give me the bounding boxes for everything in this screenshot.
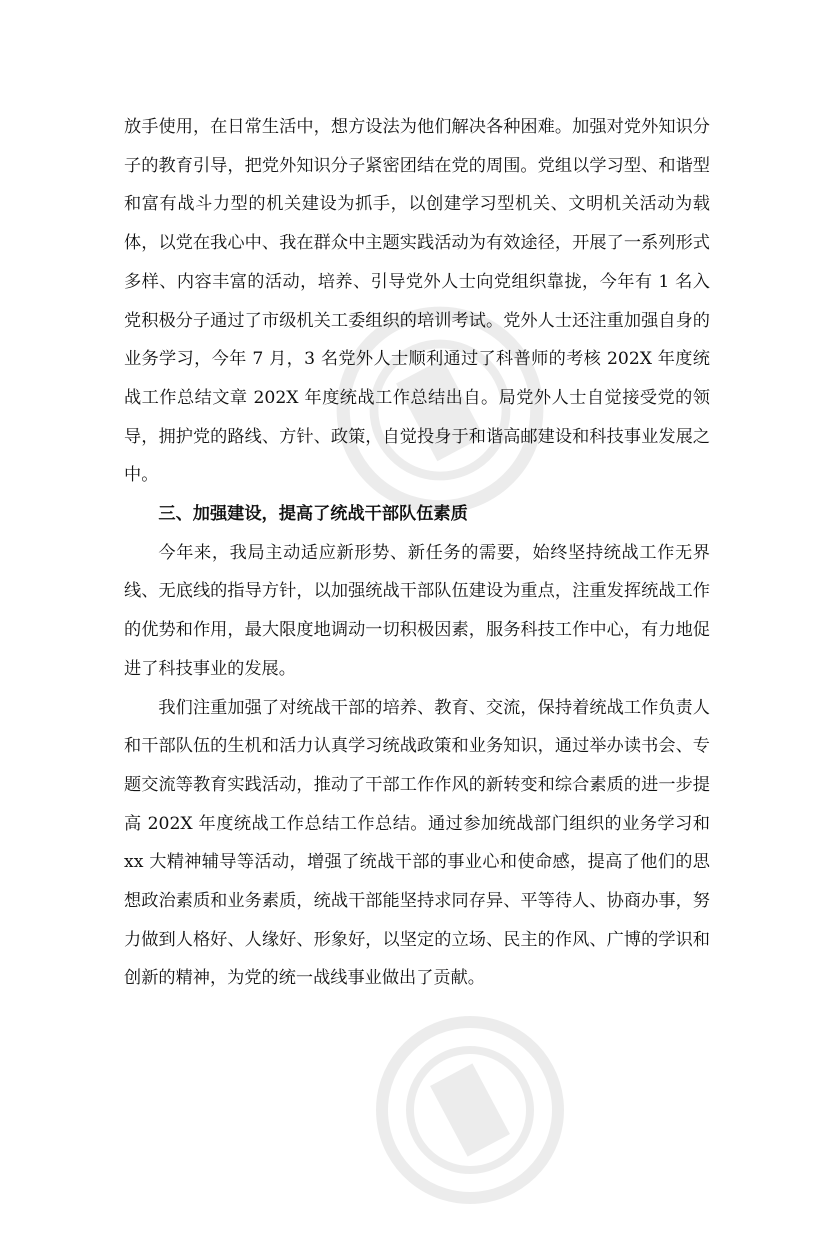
document-body	[124, 108, 710, 998]
paragraph: 我们注重加强了对统战干部的培养、教育、交流，保持着统战工作负责人和干部队伍的生机和活力认真学习统战政策和业务知识，通过举办读书会、专题交流等教育实践活动，推动了干部工作作风的新转变和综合素质的进一步提高 202X 年度统战工作总结工作总结。通过参加统战部门组织的业务学习和 xx 大精神辅导等活动，增强了统战干部的事业心和使命感，提高了他们的思想政治素质和业务素质，统战干部能坚持求同存异、平等待人、协商办事，努力做到人格好、人缘好、形象好，以坚定的立场、民主的作风、广博的学识和创新的精神，为党的统一战线事业做出了贡献。	[124, 697, 710, 989]
section-heading: 三、加强建设，提高了统战干部队伍素质	[158, 504, 468, 525]
paragraph-continued: 放手使用，在日常生活中，想方设法为他们解决各种困难。加强对党外知识分子的教育引导，把党外知识分子紧密团结在党的周围。党组以学习型、和谐型和富有战斗力型的机关建设为抓手，以创建学习型机关、文明机关活动为载体，以党在我心中、我在群众中主题实践活动为有效途径，开展了一系列形式多样、内容丰富的活动，培养、引导党外人士向党组织靠拢，今年有 1 名入党积极分子通过了市级机关工委组织的培训考试。党外人士还注重加强自身的业务学习，今年 7 月，3 名党外人士顺利通过了科普师的考核 202X 年度统战工作总结文章 202X 年度统战工作总结出自。局党外人士自觉接受党的领导，拥护党的路线、方针、政策，自觉投身于和谐高邮建设和科技事业发展之中。	[124, 117, 710, 486]
paragraph: 今年来，我局主动适应新形势、新任务的需要，始终坚持统战工作无界线、无底线的指导方针，以加强统战干部队伍建设为重点，注重发挥统战工作的优势和作用，最大限度地调动一切积极因素，服务科技工作中心，有力地促进了科技事业的发展。	[124, 542, 710, 679]
watermark-logo-icon	[335, 975, 605, 1245]
